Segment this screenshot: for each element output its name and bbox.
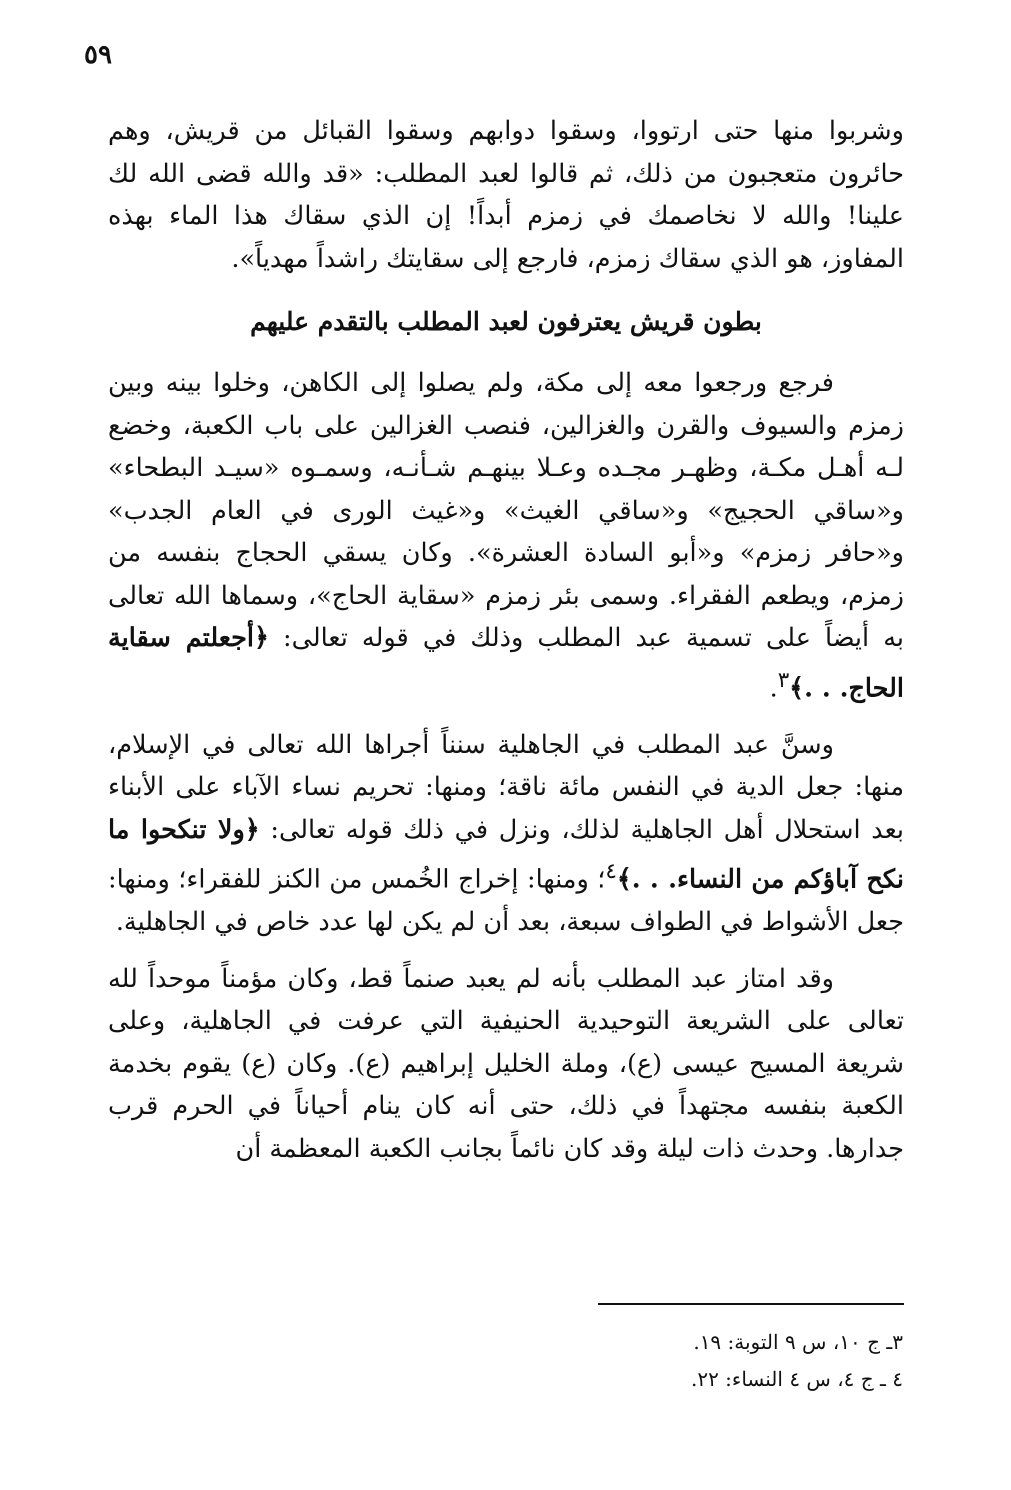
paragraph-3-text-before: وسنَّ عبد المطلب في الجاهلية سنناً أجراها الله تعالى في الإسلام، منها: جعل الدية في النفس مائة ناقة؛ ومنها: تحريم نساء الآباء على الأبناء بعد استحلال أهل الجاهلية لذلك، ونزل في ذلك قوله تعالى: [108, 729, 904, 845]
paragraph-2 [108, 362, 904, 710]
footnote-3: ٣ـ ج ١٠، س ٩ التوبة: ١٩. [693, 1330, 903, 1354]
footnotes [303, 1324, 903, 1398]
paragraph-3 [108, 724, 904, 944]
quran-quote-2: ﴿ولا تنكحوا ما نكح آباؤكم من النساء. . .﴾ [108, 814, 904, 895]
footnote-4: ٤ ـ ج ٤، س ٤ النساء: ٢٢. [690, 1367, 903, 1391]
paragraph-4: وقد امتاز عبد المطلب بأنه لم يعبد صنماً قط، وكان مؤمناً موحداً لله تعالى على الشريعة التوحيدية الحنيفية التي عرفت في الجاهلية، وعلى شريعة المسيح عيسى (ع)، وملة الخليل إبراهيم (ع). وكان (ع) يقوم بخدمة الكعبة بنفسه مجتهداً في ذلك، حتى أنه كان ينام أحياناً في الحرم قرب جدارها. وحدث ذات ليلة وقد كان نائماً بجانب الكعبة المعظمة أن [108, 963, 904, 1164]
footnote-divider [598, 1303, 904, 1305]
opening-paragraph: وشربوا منها حتى ارتووا، وسقوا دوابهم وسقوا القبائل من قريش، وهم حائرون متعجبون من ذلك، ثم قالوا لعبد المطلب: «قد والله قضى الله لك علينا! والله لا نخاصمك في زمزم أبداً! إن الذي سقاك هذا الماء بهذه المفاوز، هو الذي سقاك زمزم، فارجع إلى سقايتك راشداً مهدياً». [108, 116, 904, 274]
page-number: ٥٩ [84, 40, 112, 70]
paragraph-2-text: فرجع ورجعوا معه إلى مكة، ولم يصلوا إلى الكاهن، وخلوا بينه وبين زمزم والسيوف والقرن والغزالين، فنصب الغزالين على باب الكعبة، وخضع لـه أهـل مكـة، وظهـر مجـده وعـلا بينهـم شـأنـه، وسمـوه «سيـد البطحاء» و«ساقي الحجيج» و«ساقي الغيث» و«غيث الورى في العام الجدب» و«حافر زمزم» و«أبو السادة العشرة». وكان يسقي الحجاج بنفسه من زمزم، ويطعم الفقراء. وسمى بئر زمزم «سقاية الحاج»، وسماها الله تعالى به أيضاً على تسمية عبد المطلب وذلك في قوله تعالى: [108, 368, 904, 653]
paragraph-2-end: . [769, 673, 778, 703]
page-body [108, 110, 904, 1170]
footnote-ref-3: ٣ [777, 667, 790, 693]
footnote-ref-4: ٤ [605, 859, 617, 884]
paragraph-3-text-after: ؛ ومنها: إخراج الخُمس من الكنز للفقراء؛ ومنها: جعل الأشواط في الطواف سبعة، بعد أن لم يكن لها عدد خاص في الجاهلية. [108, 864, 904, 937]
section-heading: بطون قريش يعترفون لعبد المطلب بالتقدم عليهم [250, 307, 762, 336]
quran-quote-1: ﴿أجعلتم سقاية الحاج. . .﴾ [108, 623, 904, 703]
